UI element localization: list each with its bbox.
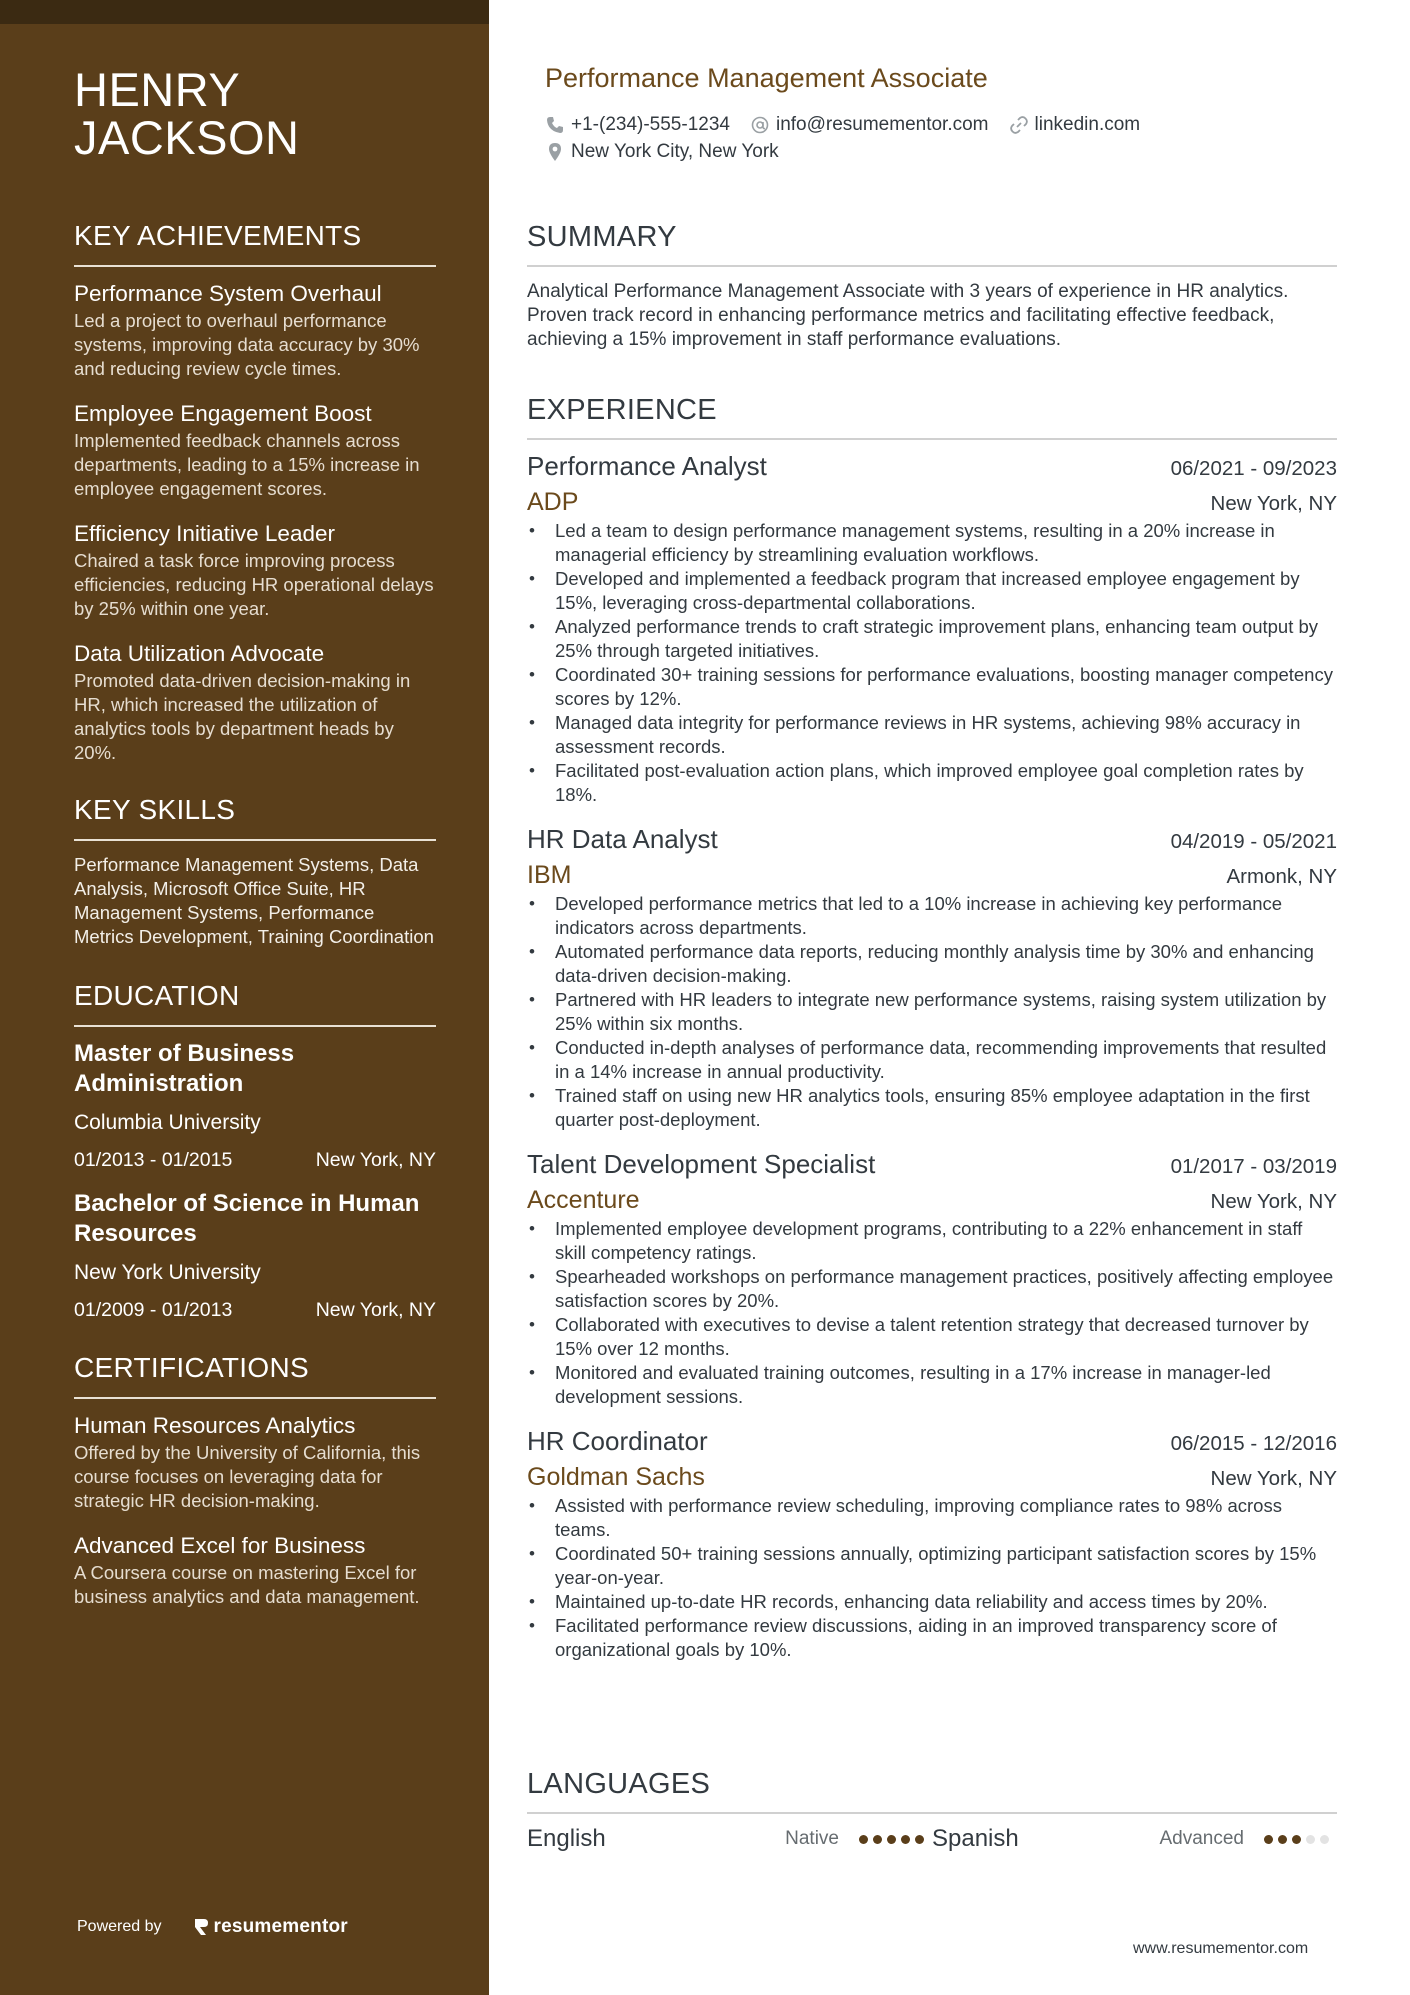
skills-list: Performance Management Systems, Data Analysis, Microsoft Office Suite, HR Management Systems, Performance Metrics Development, Training Coordination xyxy=(74,854,434,947)
achievement-desc: Promoted data-driven decision-making in HR, which increased the utilization of analytics tools by department heads by 20%. xyxy=(74,670,411,763)
education-meta xyxy=(74,1147,436,1173)
powered-by xyxy=(77,1916,348,1938)
achievement-item xyxy=(74,399,436,501)
job-dates: 06/2021 - 09/2023 xyxy=(1170,457,1337,480)
name-first: HENRY xyxy=(74,63,241,116)
location-pin-icon xyxy=(545,142,565,162)
resumementor-logo-icon xyxy=(192,1917,210,1937)
language-level: Native xyxy=(785,1828,839,1849)
contact-email[interactable] xyxy=(750,114,989,136)
language-rating xyxy=(1264,1835,1334,1844)
sidebar-content xyxy=(74,63,436,1627)
education-degree: Master of Business Administration xyxy=(74,1040,295,1097)
job-bullet: • Facilitated performance review discussions, aiding in an improved transparency score of organizational goals by 10%. xyxy=(527,1614,1337,1662)
job-location: New York, NY xyxy=(1210,1190,1337,1213)
rating-dot xyxy=(859,1835,868,1844)
link-icon xyxy=(1009,115,1029,135)
languages-section xyxy=(527,1767,1337,1854)
job-bullet: • Facilitated post-evaluation action plans, which improved employee goal completion rates by 18%. xyxy=(527,759,1337,807)
job-header xyxy=(527,1148,1337,1180)
language-item xyxy=(527,1825,932,1853)
certifications-heading: CERTIFICATIONS xyxy=(74,1351,436,1399)
phone-icon xyxy=(545,115,565,135)
education-school: Columbia University xyxy=(74,1111,261,1134)
education-degree: Bachelor of Science in Human Resources xyxy=(74,1190,420,1247)
job-bullet: • Spearheaded workshops on performance management practices, positively affecting employee satisfaction scores by 20%. xyxy=(527,1265,1337,1313)
location-text: New York City, New York xyxy=(571,141,779,162)
rating-dot xyxy=(873,1835,882,1844)
job-entry xyxy=(527,450,1337,807)
education-dates: 01/2013 - 01/2015 xyxy=(74,1149,233,1171)
languages-heading: LANGUAGES xyxy=(527,1767,1337,1814)
job-bullet: • Coordinated 30+ training sessions for performance evaluations, boosting manager competency scores by 12%. xyxy=(527,663,1337,711)
job-subheader xyxy=(527,487,1337,517)
job-bullet: • Led a team to design performance management systems, resulting in a 20% increase in managerial efficiency by streamlining evaluation workflows. xyxy=(527,519,1337,567)
phone-text: +1-(234)-555-1234 xyxy=(571,114,730,135)
summary-text: Analytical Performance Management Associate with 3 years of experience in HR analytics. Proven track record in enhancing performance metrics and facilitating effective feedback, achieving a 15% improvement in staff performance evaluations. xyxy=(527,281,1289,350)
language-rating xyxy=(859,1835,929,1844)
at-icon xyxy=(750,115,770,135)
job-header xyxy=(527,823,1337,855)
job-role: HR Data Analyst xyxy=(527,824,718,854)
rating-dot xyxy=(915,1835,924,1844)
job-dates: 06/2015 - 12/2016 xyxy=(1170,1432,1337,1455)
job-bullet: • Assisted with performance review scheduling, improving compliance rates to 98% across teams. xyxy=(527,1494,1337,1542)
brand-name: resumementor xyxy=(213,1916,348,1937)
contact-linkedin[interactable] xyxy=(1009,114,1141,136)
contact-info xyxy=(545,112,1325,165)
rating-dot xyxy=(901,1835,910,1844)
certification-desc: Offered by the University of California, this course focuses on leveraging data for strategic HR decision-making. xyxy=(74,1442,421,1511)
certification-desc: A Coursera course on mastering Excel for business analytics and data management. xyxy=(74,1562,420,1607)
job-role: Performance Analyst xyxy=(527,451,767,481)
achievement-title: Employee Engagement Boost xyxy=(74,401,372,426)
education-dates: 01/2009 - 01/2013 xyxy=(74,1299,233,1321)
job-role: HR Coordinator xyxy=(527,1426,708,1456)
language-name: Spanish xyxy=(932,1825,1019,1852)
linkedin-text: linkedin.com xyxy=(1034,114,1141,135)
achievement-item xyxy=(74,519,436,621)
job-bullet: • Partnered with HR leaders to integrate new performance systems, raising system utilization by 25% within six months. xyxy=(527,988,1337,1036)
sidebar xyxy=(0,0,489,1995)
experience-heading: EXPERIENCE xyxy=(527,393,1337,440)
job-bullets xyxy=(527,1494,1337,1662)
achievement-desc: Implemented feedback channels across departments, leading to a 15% increase in employee engagement scores. xyxy=(74,430,420,499)
name-last: JACKSON xyxy=(74,111,300,164)
experience-section xyxy=(527,393,1337,1662)
job-bullets xyxy=(527,892,1337,1132)
website-link[interactable]: www.resumementor.com xyxy=(1133,1940,1309,1957)
language-item xyxy=(932,1825,1337,1853)
education-heading: EDUCATION xyxy=(74,979,436,1027)
education-location: New York, NY xyxy=(315,1299,436,1321)
achievement-title: Data Utilization Advocate xyxy=(74,641,325,666)
certifications-section xyxy=(74,1351,436,1609)
job-entry xyxy=(527,1148,1337,1409)
job-header xyxy=(527,450,1337,482)
sidebar-top-band xyxy=(0,0,489,24)
achievements-heading: KEY ACHIEVEMENTS xyxy=(74,219,436,267)
language-name: English xyxy=(527,1825,606,1852)
job-bullet: • Maintained up-to-date HR records, enhancing data reliability and access times by 20%. xyxy=(527,1590,1337,1614)
education-item xyxy=(74,1039,436,1173)
contact-location xyxy=(545,141,779,163)
job-bullets xyxy=(527,1217,1337,1409)
job-company: IBM xyxy=(527,861,572,889)
job-role: Talent Development Specialist xyxy=(527,1149,876,1179)
education-section xyxy=(74,979,436,1323)
job-bullet: • Conducted in-depth analyses of performance data, recommending improvements that resulted in a 14% increase in annual productivity. xyxy=(527,1036,1337,1084)
job-subheader xyxy=(527,1185,1337,1215)
rating-dot xyxy=(1306,1835,1315,1844)
languages-row xyxy=(527,1824,1337,1854)
rating-dot xyxy=(1278,1835,1287,1844)
achievement-desc: Chaired a task force improving process efficiencies, reducing HR operational delays by 25% within one year. xyxy=(74,550,434,619)
achievement-title: Performance System Overhaul xyxy=(74,281,382,306)
achievements-section xyxy=(74,219,436,765)
job-location: New York, NY xyxy=(1210,492,1337,515)
target-job-title: Performance Management Associate xyxy=(545,63,988,93)
job-subheader xyxy=(527,860,1337,890)
job-dates: 04/2019 - 05/2021 xyxy=(1170,830,1337,853)
job-bullet: • Managed data integrity for performance reviews in HR systems, achieving 98% accuracy in assessment records. xyxy=(527,711,1337,759)
job-bullet: • Automated performance data reports, reducing monthly analysis time by 30% and enhancing data-driven decision-making. xyxy=(527,940,1337,988)
job-entry xyxy=(527,1425,1337,1662)
education-location: New York, NY xyxy=(315,1149,436,1171)
achievement-item xyxy=(74,279,436,381)
summary-section xyxy=(527,220,1337,352)
contact-row xyxy=(545,112,1325,138)
certification-title: Advanced Excel for Business xyxy=(74,1533,366,1558)
job-entry xyxy=(527,823,1337,1132)
job-bullet: • Monitored and evaluated training outcomes, resulting in a 17% increase in manager-led development sessions. xyxy=(527,1361,1337,1409)
candidate-name xyxy=(74,63,436,164)
job-dates: 01/2017 - 03/2019 xyxy=(1170,1155,1337,1178)
job-company: Accenture xyxy=(527,1186,640,1214)
achievement-desc: Led a project to overhaul performance systems, improving data accuracy by 30% and reducing review cycle times. xyxy=(74,310,420,379)
education-meta xyxy=(74,1297,436,1323)
contact-row xyxy=(545,139,1325,165)
job-location: New York, NY xyxy=(1210,1467,1337,1490)
education-school: New York University xyxy=(74,1261,261,1284)
brand-link[interactable] xyxy=(192,1916,348,1938)
job-bullet: • Analyzed performance trends to craft strategic improvement plans, enhancing team output by 25% through targeted initiatives. xyxy=(527,615,1337,663)
skills-section xyxy=(74,793,436,949)
certification-title: Human Resources Analytics xyxy=(74,1413,356,1438)
achievement-item xyxy=(74,639,436,765)
rating-dot xyxy=(1264,1835,1273,1844)
job-header xyxy=(527,1425,1337,1457)
job-location: Armonk, NY xyxy=(1226,865,1337,888)
job-bullet: • Implemented employee development programs, contributing to a 22% enhancement in staff skill competency ratings. xyxy=(527,1217,1337,1265)
job-company: Goldman Sachs xyxy=(527,1463,705,1491)
job-bullet: • Trained staff on using new HR analytics tools, ensuring 85% employee adaptation in the first quarter post-deployment. xyxy=(527,1084,1337,1132)
job-subheader xyxy=(527,1462,1337,1492)
skills-heading: KEY SKILLS xyxy=(74,793,436,841)
achievement-title: Efficiency Initiative Leader xyxy=(74,521,335,546)
rating-dot xyxy=(1292,1835,1301,1844)
job-bullet: • Collaborated with executives to devise a talent retention strategy that decreased turnover by 15% over 12 months. xyxy=(527,1313,1337,1361)
job-company: ADP xyxy=(527,488,579,516)
powered-by-label: Powered by xyxy=(77,1918,162,1935)
job-bullet: • Developed performance metrics that led to a 10% increase in achieving key performance indicators across departments. xyxy=(527,892,1337,940)
job-bullet: • Coordinated 50+ training sessions annually, optimizing participant satisfaction scores by 15% year-on-year. xyxy=(527,1542,1337,1590)
language-level: Advanced xyxy=(1159,1828,1244,1849)
rating-dot xyxy=(1320,1835,1329,1844)
certification-item xyxy=(74,1411,436,1513)
job-bullets xyxy=(527,519,1337,807)
certification-item xyxy=(74,1531,436,1609)
email-text: info@resumementor.com xyxy=(775,114,989,135)
education-item xyxy=(74,1189,436,1323)
job-bullet: • Developed and implemented a feedback program that increased employee engagement by 15%, leveraging cross-departmental collaborations. xyxy=(527,567,1337,615)
summary-heading: SUMMARY xyxy=(527,220,1337,267)
rating-dot xyxy=(887,1835,896,1844)
contact-phone[interactable] xyxy=(545,114,730,136)
